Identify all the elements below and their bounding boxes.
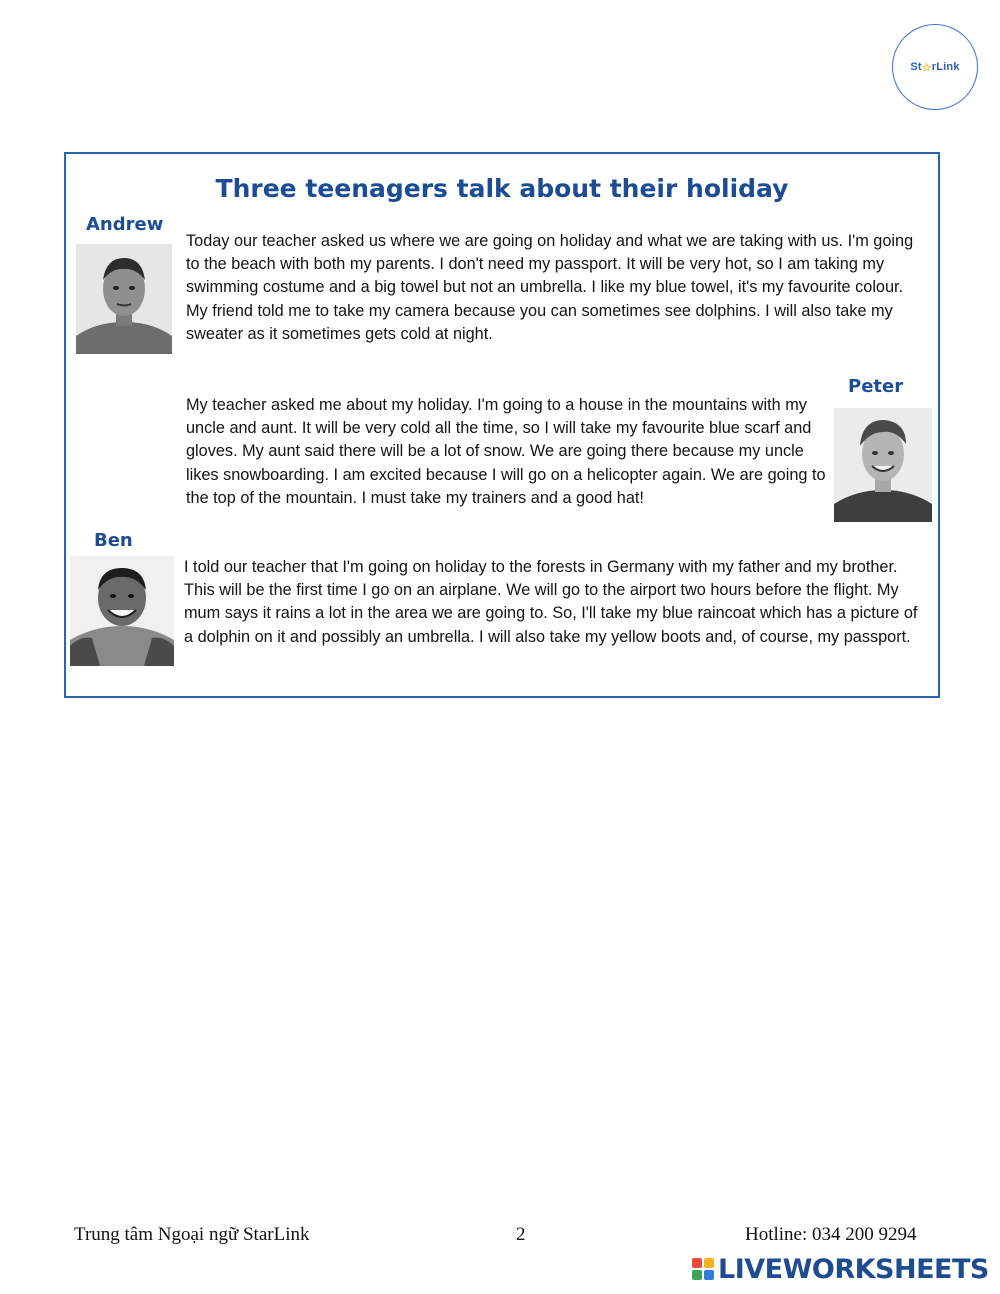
- starlink-logo: [892, 24, 978, 110]
- logo-text-a: St: [910, 61, 922, 73]
- footer-page-number: 2: [516, 1224, 526, 1245]
- liveworksheets-logo-icon: [692, 1258, 714, 1280]
- text-peter: My teacher asked me about my holiday. I'm going to a house in the mountains with my uncle and aunt. It will be very cold all the time, so I will take my favourite blue scarf and gloves. My aunt said there will be a lot of snow. We are going there because my uncle likes snowboarding. I am excited because I will go on a helicopter again. We are going to the top of the mountain. I must take my trainers and a good hat!: [186, 396, 826, 507]
- page-title: Three teenagers talk about their holiday: [215, 174, 789, 203]
- name-ben: Ben: [94, 530, 133, 551]
- liveworksheets-watermark: [692, 1254, 989, 1284]
- name-peter: Peter: [848, 376, 904, 397]
- person-ben-icon: [70, 556, 174, 666]
- person-peter-icon: [834, 408, 932, 522]
- footer-center-name: Trung tâm Ngoại ngữ StarLink: [74, 1224, 310, 1245]
- liveworksheets-text: LIVEWORKSHEETS: [718, 1253, 989, 1285]
- logo-star-icon: ☆: [921, 61, 932, 74]
- name-andrew: Andrew: [86, 214, 164, 235]
- photo-peter: [834, 408, 932, 522]
- photo-andrew: [76, 244, 172, 354]
- person-andrew-icon: [76, 244, 172, 354]
- footer-hotline: Hotline: 034 200 9294: [745, 1224, 917, 1245]
- text-ben: I told our teacher that I'm going on holiday to the forests in Germany with my father and my brother. This will be the first time I go on an airplane. We will go to the airport two hours before the flight. My mum says it rains a lot in the area we are going to. So, I'll take my blue raincoat which has a picture of a dolphin on it and possibly an umbrella. I will also take my yellow boots and, of course, my passport.: [184, 558, 918, 646]
- logo-text-b: rLink: [931, 61, 960, 73]
- text-andrew: Today our teacher asked us where we are going on holiday and what we are taking with us. I'm going to the beach with both my parents. I don't need my passport. It will be very hot, so I am taking my swimming costume and a big towel but not an umbrella. I like my blue towel, it's my favourite colour. My friend told me to take my camera because you can sometimes see dolphins. I will also take my sweater as it sometimes gets cold at night.: [186, 232, 914, 343]
- photo-ben: [70, 556, 174, 666]
- reading-frame: [64, 152, 940, 698]
